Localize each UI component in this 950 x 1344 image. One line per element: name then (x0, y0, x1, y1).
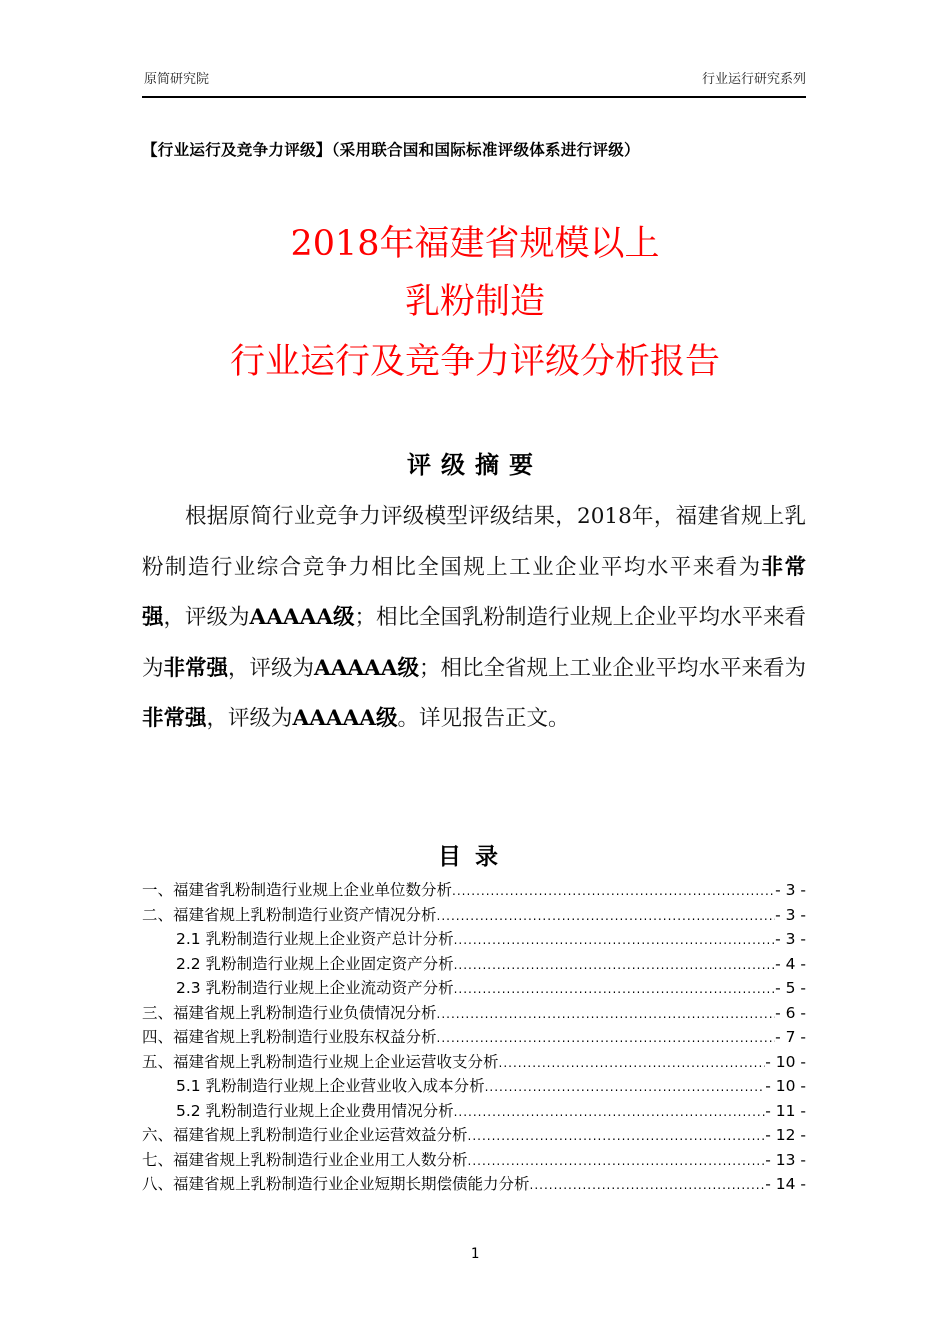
toc-item-label: 四、福建省规上乳粉制造行业股东权益分析 (142, 1028, 437, 1046)
page-number: 1 (470, 1246, 480, 1262)
toc-leader-dots (530, 1178, 766, 1192)
toc-leader-dots (468, 1154, 766, 1168)
toc-item-label: 一、福建省乳粉制造行业规上企业单位数分析 (142, 881, 453, 899)
summary-heading: 评级摘要 (407, 451, 543, 479)
toc-item-label: 五、福建省规上乳粉制造行业规上企业运营收支分析 (142, 1052, 499, 1071)
toc-item[interactable] (142, 1025, 806, 1050)
toc-item-label: 三、福建省规上乳粉制造行业负债情况分析 (142, 1003, 437, 1022)
toc-item[interactable] (142, 1172, 806, 1197)
toc-item[interactable] (142, 903, 806, 928)
summary-text: ；相比全国乳粉制造行业规上企业平均水平来看为 (142, 605, 806, 681)
toc-leader-dots (454, 1105, 766, 1119)
toc-subitem[interactable] (142, 1074, 806, 1099)
toc-item[interactable] (142, 1001, 806, 1026)
rating-grade: AAAAA级 (314, 655, 419, 681)
toc-item-label: 八、福建省规上乳粉制造行业企业短期长期偿债能力分析 (142, 1175, 530, 1193)
summary-text: ，评级为 (163, 605, 250, 630)
toc-item-page: - 3 - (775, 881, 806, 899)
toc-item-page: - 3 - (775, 930, 806, 948)
toc-item-page: - 13 - (765, 1150, 806, 1169)
summary-text: ，评级为 (206, 706, 293, 731)
toc-item[interactable] (142, 1123, 806, 1148)
toc-item[interactable] (142, 1148, 806, 1173)
toc-leader-dots (437, 909, 776, 923)
toc-subitem[interactable] (142, 952, 806, 977)
rating-tag-line: 【行业运行及竞争力评级】（采用联合国和国际标准评级体系进行评级） (142, 140, 640, 159)
toc-leader-dots (452, 884, 775, 898)
summary-paragraph (142, 492, 806, 745)
header-divider (142, 96, 806, 98)
rating-strength: 非常强 (142, 554, 806, 630)
toc-leader-dots (485, 1080, 766, 1094)
header-series-name: 行业运行研究系列 (701, 72, 806, 87)
toc-heading: 目录 (438, 844, 512, 870)
toc-leader-dots (454, 982, 776, 996)
toc-item-label: 七、福建省规上乳粉制造行业企业用工人数分析 (142, 1150, 468, 1169)
rating-grade: AAAAA级 (249, 605, 355, 630)
table-of-contents (142, 878, 806, 1197)
toc-item-label: 2.1 乳粉制造行业规上企业资产总计分析 (176, 930, 454, 948)
toc-leader-dots (437, 1007, 776, 1021)
toc-item-label: 5.2 乳粉制造行业规上企业费用情况分析 (176, 1101, 454, 1120)
toc-item-page: - 6 - (775, 1003, 806, 1022)
toc-leader-dots (468, 1129, 766, 1143)
toc-leader-dots (454, 933, 776, 947)
toc-leader-dots (499, 1056, 766, 1070)
toc-subitem[interactable] (142, 976, 806, 1001)
report-title-line-2: 乳粉制造 (404, 282, 545, 322)
toc-item-label: 六、福建省规上乳粉制造行业企业运营效益分析 (142, 1126, 468, 1144)
toc-item[interactable] (142, 1050, 806, 1075)
toc-item-label: 2.3 乳粉制造行业规上企业流动资产分析 (176, 979, 454, 997)
report-title-line-3: 行业运行及竞争力评级分析报告 (229, 342, 720, 382)
toc-item-page: - 10 - (765, 1077, 806, 1095)
report-title-line-1: 2018年福建省规模以上 (290, 224, 660, 264)
toc-item-label: 5.1 乳粉制造行业规上企业营业收入成本分析 (176, 1077, 485, 1095)
rating-strength: 非常强 (142, 706, 207, 731)
page-header (142, 66, 806, 88)
summary-text: 根据原简行业竞争力评级模型评级结果，2018年，福建省规上乳粉制造行业综合竞争力相比全国规上工业企业平均水平来看为 (142, 504, 806, 580)
toc-item-page: - 10 - (765, 1052, 806, 1071)
toc-item-page: - 3 - (775, 905, 806, 924)
toc-item-page: - 5 - (775, 979, 806, 997)
toc-subitem[interactable] (142, 927, 806, 952)
toc-item-label: 二、福建省规上乳粉制造行业资产情况分析 (142, 905, 437, 924)
toc-subitem[interactable] (142, 1099, 806, 1124)
toc-item-label: 2.2 乳粉制造行业规上企业固定资产分析 (176, 954, 454, 973)
toc-item-page: - 14 - (765, 1175, 806, 1193)
rating-strength: 非常强 (163, 655, 229, 681)
summary-text: ；相比全省规上工业企业平均水平来看为 (418, 655, 806, 681)
summary-text: ，评级为 (228, 655, 315, 681)
toc-item[interactable] (142, 878, 806, 903)
rating-grade: AAAAA级 (292, 706, 398, 731)
header-org-name: 原简研究院 (144, 72, 210, 87)
toc-item-page: - 12 - (765, 1126, 806, 1144)
toc-item-page: - 11 - (765, 1101, 806, 1120)
toc-item-page: - 4 - (775, 954, 806, 973)
toc-leader-dots (437, 1031, 776, 1045)
summary-text: 。详见报告正文。 (397, 706, 570, 731)
toc-leader-dots (454, 958, 776, 972)
toc-item-page: - 7 - (775, 1028, 806, 1046)
